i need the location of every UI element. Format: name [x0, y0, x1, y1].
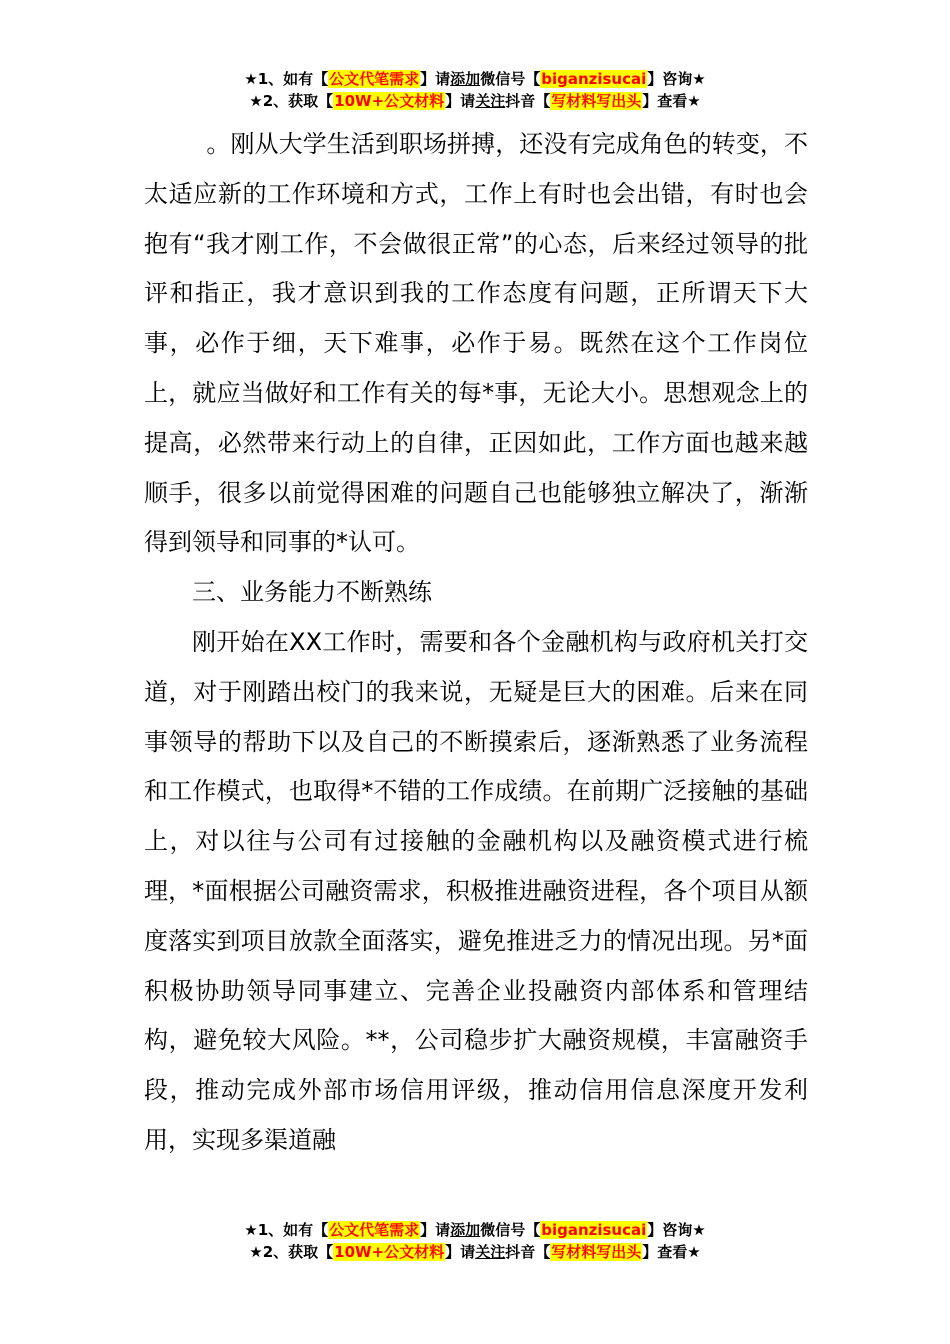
promo-text: 1、如有【	[257, 1221, 329, 1239]
star-icon: ★	[687, 92, 701, 110]
star-icon: ★	[244, 70, 258, 88]
promo-line-1	[0, 68, 950, 90]
promo-text: 1、如有【	[257, 70, 329, 88]
star-icon: ★	[692, 70, 706, 88]
promo-text: 】请	[420, 70, 451, 88]
promo-text: 抖音【	[505, 92, 551, 110]
promo-underlined: 添加	[450, 1221, 481, 1239]
promo-line-2	[0, 90, 950, 112]
star-icon: ★	[249, 92, 263, 110]
star-icon: ★	[692, 1221, 706, 1239]
promo-underlined: 关注	[475, 92, 506, 110]
promo-highlight: 公文代笔需求	[329, 70, 420, 88]
promo-text: 】咨询	[647, 1221, 693, 1239]
promo-highlight: biganzisucai	[541, 70, 647, 88]
promo-text: 】查看	[642, 1243, 688, 1261]
promo-text: 抖音【	[505, 1243, 551, 1261]
body-paragraph: 。刚从大学生活到职场拼搏，还没有完成角色的转变，不太适应新的工作环境和方式，工作上有时也会出错，有时也会抱有“我才刚工作，不会做很正常”的心态，后来经过领导的批评和指正，我才意识到我的工作态度有问题，正所谓天下大事，必作于细，天下难事，必作于易。既然在这个工作岗位上，就应当做好和工作有关的每*事，无论大小。思想观念上的提高，必然带来行动上的自律，正因如此，工作方面也越来越顺手，很多以前觉得困难的问题自己也能够独立解决了，渐渐得到领导和同事的*认可。	[144, 130, 808, 557]
promo-line-1	[0, 1219, 950, 1241]
section-heading: 三、业务能力不断熟练	[192, 578, 432, 607]
footer-promo-banner	[0, 1219, 950, 1263]
document-body	[144, 120, 808, 1166]
promo-text: 2、获取【	[262, 1243, 334, 1261]
promo-text: 微信号【	[480, 70, 541, 88]
promo-highlight: 10W+公文材料	[334, 92, 445, 110]
promo-highlight: 写材料写出头	[551, 1243, 642, 1261]
promo-highlight: 公文代笔需求	[329, 1221, 420, 1239]
star-icon: ★	[244, 1221, 258, 1239]
promo-underlined: 关注	[475, 1243, 506, 1261]
star-icon: ★	[687, 1243, 701, 1261]
promo-text: 】咨询	[647, 70, 693, 88]
body-paragraph: 刚开始在XX工作时，需要和各个金融机构与政府机关打交道，对于刚踏出校门的我来说，无疑是巨大的困难。后来在同事领导的帮助下以及自己的不断摸索后，逐渐熟悉了业务流程和工作模式，也取得*不错的工作成绩。在前期广泛接触的基础上，对以往与公司有过接触的金融机构以及融资模式进行梳理，*面根据公司融资需求，积极推进融资进程，各个项目从额度落实到项目放款全面落实，避免推进乏力的情况出现。另*面积极协助领导同事建立、完善企业投融资内部体系和管理结构，避免较大风险。**，公司稳步扩大融资规模，丰富融资手段，推动完成外部市场信用评级，推动信用信息深度开发利用，实现多渠道融	[144, 627, 808, 1154]
promo-text: 2、获取【	[262, 92, 334, 110]
promo-line-2	[0, 1241, 950, 1263]
promo-underlined: 添加	[450, 70, 481, 88]
promo-highlight: 写材料写出头	[551, 92, 642, 110]
promo-text: 微信号【	[480, 1221, 541, 1239]
promo-text: 】请	[420, 1221, 451, 1239]
star-icon: ★	[249, 1243, 263, 1261]
promo-highlight: 10W+公文材料	[334, 1243, 445, 1261]
promo-highlight: biganzisucai	[541, 1221, 647, 1239]
promo-text: 】请	[445, 1243, 476, 1261]
promo-text: 】查看	[642, 92, 688, 110]
header-promo-banner	[0, 68, 950, 112]
promo-text: 】请	[445, 92, 476, 110]
